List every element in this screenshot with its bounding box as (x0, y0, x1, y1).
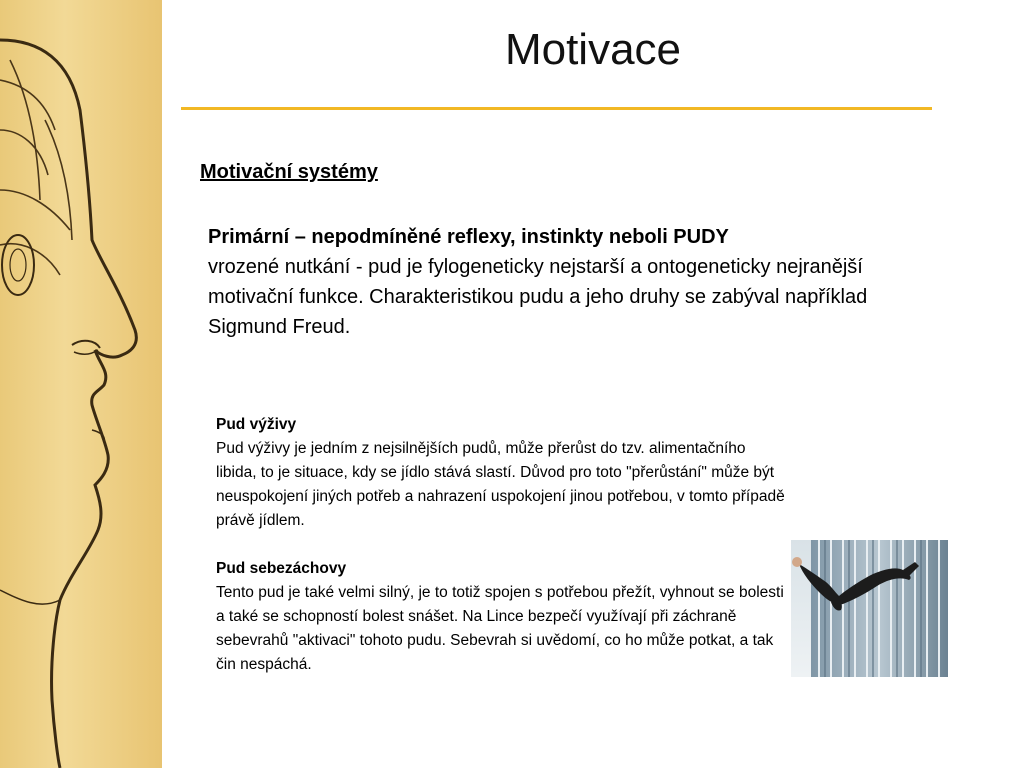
drive-text: Pud výživy je jedním z nejsilnějších pudů, může přerůst do tzv. alimentačního libida, to je situace, kdy se jídlo stává slastí. Důvod pro toto "přerůstání" může být neuspokojení jiných potřeb a nahrazení uspokojení jinou potřebou, v tomto případě právě jídlem. (216, 440, 785, 529)
phrenology-head-image (0, 0, 162, 768)
drive-text: Tento pud je také velmi silný, je to totiž spojen s potřebou přežít, vyhnout se bolesti a také se schopností bolest snášet. Na Lince bezpečí využívají při záchraně sebevrahů "aktivaci" tohoto pudu. Sebevrah si uvědomí, co ho může potkat, a tak čin nespáchá. (216, 584, 784, 673)
primary-drives-lead: Primární – nepodmíněné reflexy, instinkty neboli PUDY (208, 226, 729, 248)
falling-man-photo (791, 540, 948, 677)
primary-drives-paragraph (208, 222, 888, 342)
slide-title: Motivace (504, 25, 682, 74)
drive-item (216, 413, 786, 533)
title-divider (181, 107, 932, 110)
section-heading: Motivační systémy (200, 161, 378, 183)
drives-list (216, 413, 786, 701)
phrenology-illustration (0, 0, 162, 768)
falling-man-image (791, 540, 948, 677)
drive-item (216, 557, 786, 677)
drive-title: Pud výživy (216, 416, 297, 433)
drive-title: Pud sebezáchovy (216, 560, 347, 577)
primary-drives-body: vrozené nutkání - pud je fylogeneticky nejstarší a ontogeneticky nejranější motivační funkce. Charakteristikou pudu a jeho druhy se zabýval například Sigmund Freud. (208, 256, 868, 338)
